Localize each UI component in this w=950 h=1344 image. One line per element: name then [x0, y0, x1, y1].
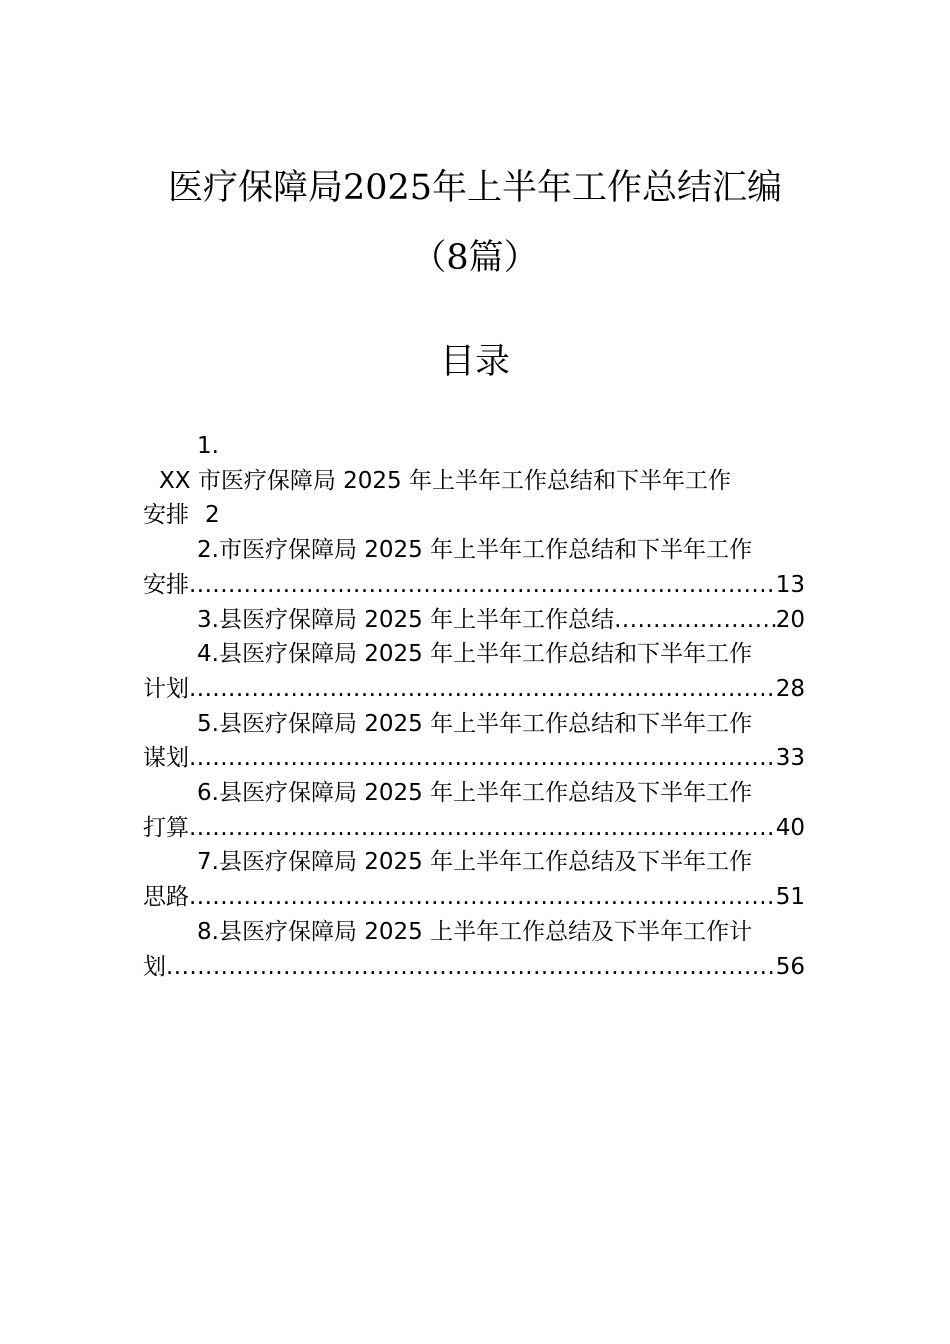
toc-leader-dots: [189, 741, 776, 776]
toc-entry-title-cont: 安排: [143, 571, 189, 598]
toc-entry-title-cont: 划: [143, 953, 166, 980]
toc-entry-title: XX 市医疗保障局 2025 年上半年工作总结和下半年工作: [159, 467, 731, 494]
toc-entry-page: 51: [775, 884, 805, 911]
document-subtitle: （8篇）: [411, 238, 539, 278]
toc-entry-4[interactable]: [143, 637, 805, 706]
toc-leader-dots: [189, 811, 776, 846]
toc-entry-3[interactable]: [143, 603, 805, 638]
toc-entry-title: 5.县医疗保障局 2025 年上半年工作总结和下半年工作: [197, 710, 753, 737]
toc-entry-page: 13: [775, 571, 805, 598]
toc-entry-6[interactable]: [143, 776, 805, 845]
toc-entry-title-cont: 打算: [143, 814, 189, 841]
toc-entry-title: 2.市医疗保障局 2025 年上半年工作总结和下半年工作: [197, 537, 753, 564]
toc-entry-title: 3.县医疗保障局 2025 年上半年工作总结: [197, 606, 615, 633]
document-title: 医疗保障局2025年上半年工作总结汇编: [167, 168, 783, 208]
table-of-contents: [143, 429, 805, 984]
toc-entry-title-cont: 计划: [143, 675, 189, 702]
toc-entry-title-cont: 思路: [143, 884, 189, 911]
toc-entry-title: 4.县医疗保障局 2025 年上半年工作总结和下半年工作: [197, 641, 753, 668]
toc-heading: 目录: [439, 342, 510, 382]
toc-entry-page: 33: [775, 745, 805, 772]
toc-entry-title-cont: 谋划: [143, 745, 189, 772]
toc-leader-dots: [189, 672, 776, 707]
toc-entry-page: 2: [205, 502, 220, 529]
toc-entry-page: 40: [775, 814, 805, 841]
toc-entry-page: 56: [775, 953, 805, 980]
toc-leader-dots: [189, 880, 776, 915]
toc-entry-page: 20: [775, 606, 805, 633]
toc-entry-1[interactable]: [143, 429, 805, 533]
toc-entry-number: 1.: [197, 433, 219, 459]
toc-entry-title: 7.县医疗保障局 2025 年上半年工作总结及下半年工作: [197, 849, 753, 876]
toc-entry-title-cont: 安排: [143, 502, 189, 529]
toc-leader-dots: [166, 950, 776, 985]
toc-leader-dots: [189, 568, 776, 603]
toc-entry-7[interactable]: [143, 845, 805, 914]
toc-entry-5[interactable]: [143, 707, 805, 776]
toc-leader-dots: [614, 603, 776, 638]
toc-entry-2[interactable]: [143, 533, 805, 602]
toc-entry-title: 8.县医疗保障局 2025 上半年工作总结及下半年工作计: [197, 918, 753, 945]
toc-entry-8[interactable]: [143, 915, 805, 984]
toc-entry-page: 28: [775, 675, 805, 702]
toc-entry-title: 6.县医疗保障局 2025 年上半年工作总结及下半年工作: [197, 780, 753, 807]
